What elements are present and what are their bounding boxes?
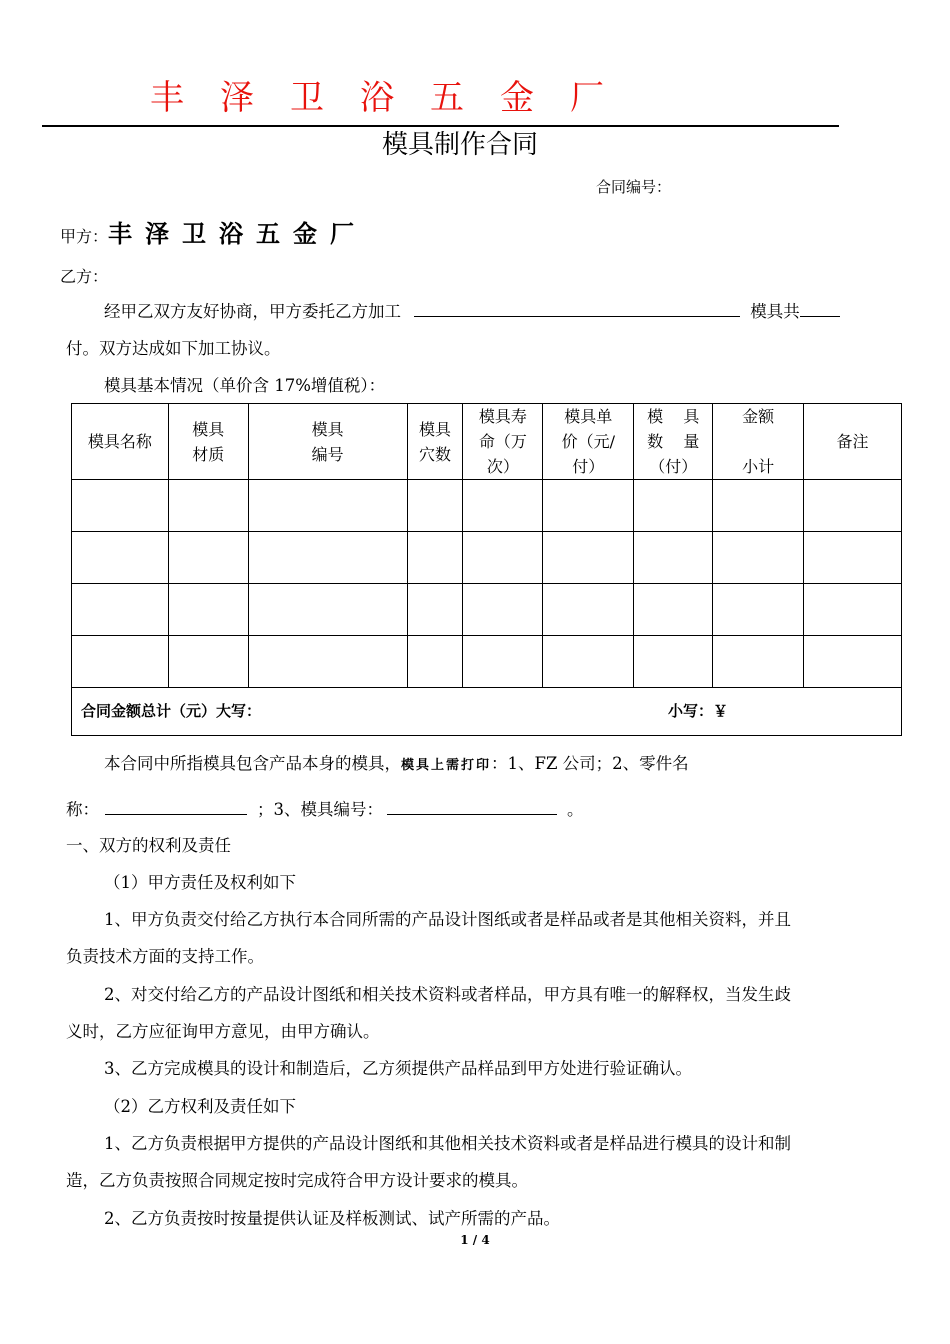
header-mold-name: 模具名称 xyxy=(72,404,169,480)
intro-text-a: 经甲乙双方友好协商，甲方委托乙方加工 xyxy=(104,302,401,321)
table-cell[interactable] xyxy=(407,532,463,584)
clause-b2-line-1: 2、乙方负责按时按量提供认证及样板测试、试产所需的产品。 xyxy=(104,1209,560,1228)
table-cell[interactable] xyxy=(168,636,248,688)
intro-line-2: 付。双方达成如下加工协议。 xyxy=(66,339,281,358)
part-name-blank[interactable] xyxy=(105,798,247,815)
company-char: 金 xyxy=(500,78,534,118)
total-cell xyxy=(72,688,902,736)
table-row xyxy=(72,532,902,584)
table-cell[interactable] xyxy=(634,532,713,584)
party-a-char: 泽 xyxy=(145,219,171,248)
party-a-label: 甲方： xyxy=(60,227,109,246)
table-cell[interactable] xyxy=(168,480,248,532)
header-remarks: 备注 xyxy=(804,404,902,480)
clause-a2-line-2: 义时，乙方应征询甲方意见，由甲方确认。 xyxy=(66,1022,380,1041)
clause-a1-line-2: 负责技术方面的支持工作。 xyxy=(66,947,264,966)
total-uppercase-label: 合同金额总计（元）大写： xyxy=(81,702,262,720)
table-cell[interactable] xyxy=(543,480,634,532)
table-cell[interactable] xyxy=(248,584,407,636)
mold-number-blank[interactable] xyxy=(387,798,557,815)
document-title: 模具制作合同 xyxy=(381,130,538,160)
table-cell[interactable] xyxy=(804,636,902,688)
table-cell[interactable] xyxy=(248,636,407,688)
party-a-char: 丰 xyxy=(108,219,134,248)
company-char: 浴 xyxy=(360,78,394,118)
table-cell[interactable] xyxy=(543,584,634,636)
mold-table xyxy=(71,403,902,736)
marking-text-c: 称： xyxy=(66,800,99,819)
marking-line-2 xyxy=(66,798,584,821)
mold-name-blank[interactable] xyxy=(414,300,740,317)
clause-b1-line-2: 造，乙方负责按照合同规定按时完成符合甲方设计要求的模具。 xyxy=(66,1171,528,1190)
table-cell[interactable] xyxy=(543,532,634,584)
table-cell[interactable] xyxy=(713,532,804,584)
company-header xyxy=(150,70,640,119)
table-cell[interactable] xyxy=(248,532,407,584)
total-small xyxy=(668,699,728,724)
table-cell[interactable] xyxy=(407,480,463,532)
table-cell[interactable] xyxy=(634,584,713,636)
header-unit-price: 模具单 价（元/ 付） xyxy=(543,404,634,480)
company-char: 丰 xyxy=(150,78,184,118)
table-cell[interactable] xyxy=(543,636,634,688)
marking-text-a: 本合同中所指模具包含产品本身的模具， xyxy=(104,754,401,773)
table-cell[interactable] xyxy=(463,636,543,688)
table-cell[interactable] xyxy=(407,636,463,688)
table-row xyxy=(72,480,902,532)
party-a xyxy=(60,214,367,249)
mold-basics-heading: 模具基本情况（单价含 17%增值税）： xyxy=(104,376,386,395)
table-cell[interactable] xyxy=(407,584,463,636)
table-cell[interactable] xyxy=(634,480,713,532)
contract-number-label: 合同编号： xyxy=(596,178,672,196)
table-cell[interactable] xyxy=(804,480,902,532)
table-row xyxy=(72,636,902,688)
party-a-char: 浴 xyxy=(219,219,245,248)
party-a-char: 厂 xyxy=(330,219,356,248)
table-cell[interactable] xyxy=(463,584,543,636)
header-mold-number: 模具 编号 xyxy=(248,404,407,480)
company-char: 泽 xyxy=(220,78,254,118)
clause-a1-line-1: 1、甲方负责交付给乙方执行本合同所需的产品设计图纸或者是样品或者是其他相关资料，并且 xyxy=(104,910,791,929)
header-material: 模具 材质 xyxy=(168,404,248,480)
table-cell[interactable] xyxy=(72,584,169,636)
party-a-char: 金 xyxy=(293,219,319,248)
company-char: 卫 xyxy=(290,78,324,118)
table-cell[interactable] xyxy=(248,480,407,532)
marking-text-b: ：1、FZ 公司；2、零件名 xyxy=(491,754,689,773)
section-1-title: 一、双方的权利及责任 xyxy=(66,836,231,855)
intro-text-b: 模具共 xyxy=(750,302,800,321)
table-cell[interactable] xyxy=(634,636,713,688)
company-char: 五 xyxy=(430,78,464,118)
party-a-char: 五 xyxy=(256,219,282,248)
party-a-name xyxy=(108,219,367,248)
table-cell[interactable] xyxy=(804,584,902,636)
clause-b1-line-1: 1、乙方负责根据甲方提供的产品设计图纸和其他相关技术资料或者是样品进行模具的设计和制 xyxy=(104,1134,791,1153)
total-row xyxy=(72,688,902,736)
table-header-row xyxy=(72,404,902,480)
header-subtotal: 金额 小计 xyxy=(713,404,804,480)
clause-a2-line-1: 2、对交付给乙方的产品设计图纸和相关技术资料或者样品，甲方具有唯一的解释权，当发生歧 xyxy=(104,985,791,1004)
total-small-label: 小写： xyxy=(668,702,714,720)
intro-line-1 xyxy=(104,300,840,323)
marking-text-d: ；3、模具编号： xyxy=(257,800,383,819)
page-number: 1 / 4 xyxy=(460,1233,490,1247)
header-lifespan: 模具寿 命（万 次） xyxy=(463,404,543,480)
table-cell[interactable] xyxy=(713,480,804,532)
table-cell[interactable] xyxy=(804,532,902,584)
header-cavities: 模具 穴数 xyxy=(407,404,463,480)
marking-text-e: 。 xyxy=(567,800,584,819)
party-a-char: 卫 xyxy=(182,219,208,248)
party-b-label: 乙方： xyxy=(60,267,109,286)
section-1b-title: （2）乙方权利及责任如下 xyxy=(104,1097,296,1116)
section-1a-title: （1）甲方责任及权利如下 xyxy=(104,873,296,892)
clause-a3-line-1: 3、乙方完成模具的设计和制造后，乙方须提供产品样品到甲方处进行验证确认。 xyxy=(104,1059,692,1078)
table-cell[interactable] xyxy=(713,584,804,636)
company-char: 厂 xyxy=(570,78,604,118)
table-row xyxy=(72,584,902,636)
table-cell[interactable] xyxy=(463,532,543,584)
currency-symbol: ￥ xyxy=(713,702,729,720)
marking-line-1 xyxy=(104,753,689,777)
table-cell[interactable] xyxy=(72,636,169,688)
header-quantity: 模 具 数 量 （付） xyxy=(634,404,713,480)
table-cell[interactable] xyxy=(168,584,248,636)
table-cell[interactable] xyxy=(168,532,248,584)
table-cell[interactable] xyxy=(72,532,169,584)
mold-count-blank[interactable] xyxy=(800,300,840,317)
table-cell[interactable] xyxy=(713,636,804,688)
marking-bold-text: 模具上需打印 xyxy=(401,758,492,773)
table-cell[interactable] xyxy=(463,480,543,532)
table-cell[interactable] xyxy=(72,480,169,532)
